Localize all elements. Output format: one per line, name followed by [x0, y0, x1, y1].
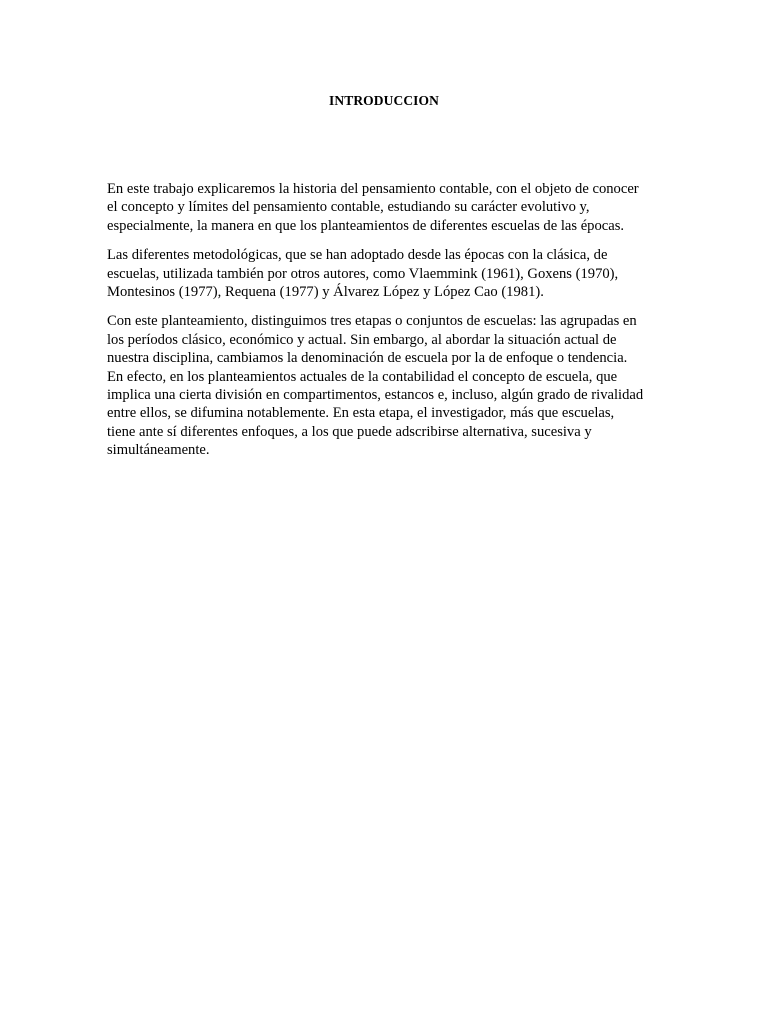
paragraph-line: los períodos clásico, económico y actual. Sin embargo, al abordar la situación actual de: [107, 331, 617, 348]
paragraph-line: especialmente, la manera en que los planteamientos de diferentes escuelas de las épocas.: [107, 217, 625, 234]
paragraph-line: Montesinos (1977), Requena (1977) y Álvarez López y López Cao (1981).: [107, 284, 544, 301]
paragraph-line: implica una cierta división en compartimentos, estancos e, incluso, algún grado de rivalidad: [107, 387, 644, 404]
paragraph-line: el concepto y límites del pensamiento contable, estudiando su carácter evolutivo y,: [107, 199, 590, 216]
body-text: [107, 180, 647, 471]
paragraph-2: [107, 246, 647, 301]
paragraph-line: En efecto, en los planteamientos actuales de la contabilidad el concepto de escuela, que: [107, 368, 618, 385]
paragraph-line: escuelas, utilizada también por otros autores, como Vlaemmink (1961), Goxens (1970),: [107, 265, 619, 282]
paragraph-1: [107, 180, 647, 235]
paragraph-line: tiene ante sí diferentes enfoques, a los que puede adscribirse alternativa, sucesiva y: [107, 423, 592, 440]
paragraph-line: nuestra disciplina, cambiamos la denominación de escuela por la de enfoque o tendencia.: [107, 350, 628, 367]
paragraph-line: Con este planteamiento, distinguimos tres etapas o conjuntos de escuelas: las agrupadas en: [107, 313, 637, 330]
paragraph-line: En este trabajo explicaremos la historia del pensamiento contable, con el objeto de conocer: [107, 181, 639, 197]
paragraph-line: entre ellos, se difumina notablemente. En esta etapa, el investigador, más que escuelas,: [107, 405, 615, 422]
paragraph-line: Las diferentes metodológicas, que se han adoptado desde las épocas con la clásica, de: [107, 247, 608, 264]
paragraph-3: [107, 312, 647, 459]
paragraph-line: simultáneamente.: [107, 442, 210, 459]
page-title: INTRODUCCION: [329, 93, 439, 108]
